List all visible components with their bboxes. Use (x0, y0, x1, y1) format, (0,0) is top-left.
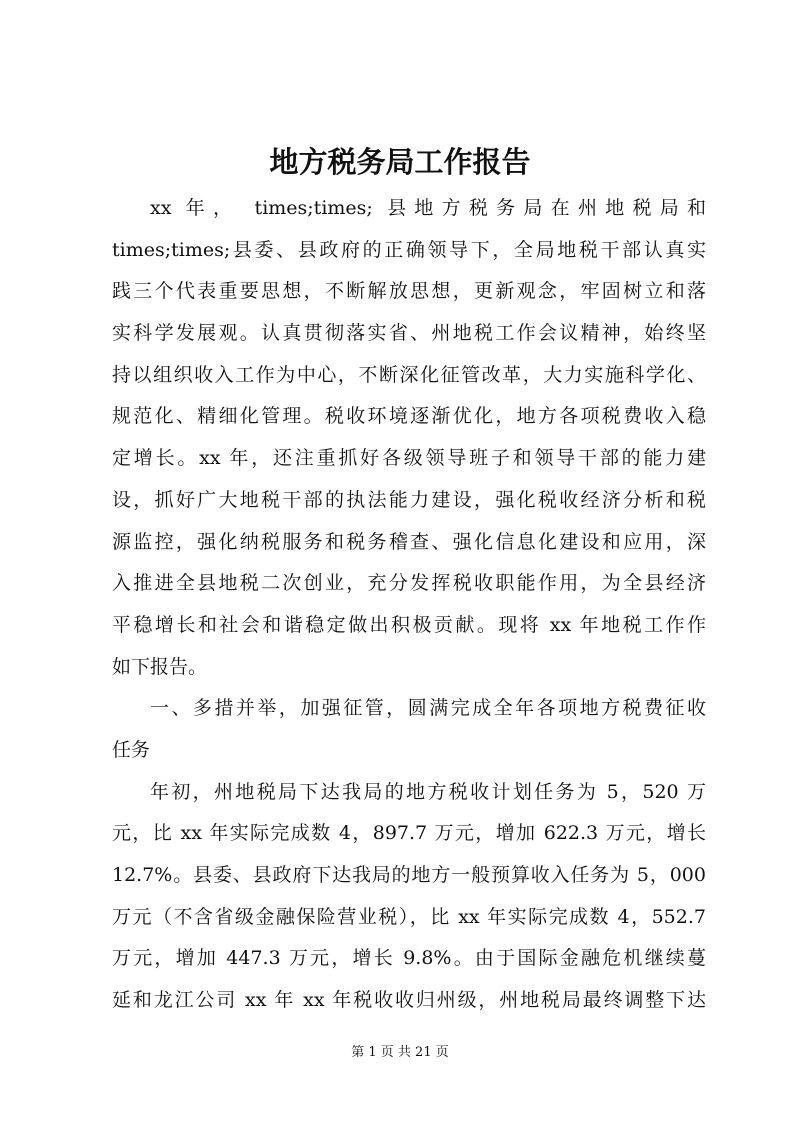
body-line: 源监控，强化纳税服务和税务稽查、强化信息化建设和应用，深 (112, 530, 706, 553)
body-line: 年初，州地税局下达我局的地方税收计划任务为 5，520 万 (150, 780, 706, 803)
body-line: 万元（不含省级金融保险营业税），比 xx 年实际完成数 4，552.7 (112, 905, 706, 928)
body-line: 延和龙江公司 xx 年 xx 年税收收归州级，州地税局最终调整下达 (112, 989, 706, 1012)
document-title: 地方税务局工作报告 (269, 145, 531, 179)
body-line: 12.7%。县委、县政府下达我局的地方一般预算收入任务为 5，000 (112, 864, 706, 886)
body-line: 践三个代表重要思想，不断解放思想，更新观念，牢固树立和落 (112, 280, 706, 303)
body-line: xx 年， times;times; 县地方税务局在州地税局和 (150, 197, 706, 219)
body-line: 实科学发展观。认真贯彻落实省、州地税工作会议精神，始终坚 (112, 322, 706, 345)
body-line: times;times;县委、县政府的正确领导下，全局地税干部认真实 (112, 238, 706, 261)
document-body (112, 188, 706, 1022)
body-line: 规范化、精细化管理。税收环境逐渐优化，地方各项税费收入稳 (112, 405, 706, 428)
body-line: 万元，增加 447.3 万元，增长 9.8%。由于国际金融危机继续蔓 (112, 947, 706, 970)
body-line: 任务 (112, 738, 151, 761)
body-line: 设，抓好广大地税干部的执法能力建设，强化税收经济分析和税 (112, 488, 706, 511)
body-line: 定增长。xx 年，还注重抓好各级领导班子和领导干部的能力建 (112, 447, 706, 470)
body-line: 入推进全县地税二次创业，充分发挥税收职能作用，为全县经济 (112, 572, 706, 595)
body-line: 一、多措并举，加强征管，圆满完成全年各项地方税费征收 (150, 697, 706, 720)
body-line: 平稳增长和社会和谐稳定做出积极贡献。现将 xx 年地税工作作 (112, 613, 706, 636)
body-line: 如下报告。 (112, 655, 208, 678)
page-footer: 第 1 页 共 21 页 (351, 1045, 449, 1060)
body-line: 持以组织收入工作为中心，不断深化征管改革，大力实施科学化、 (112, 363, 706, 386)
body-line: 元，比 xx 年实际完成数 4，897.7 万元，增加 622.3 万元，增长 (112, 822, 706, 845)
